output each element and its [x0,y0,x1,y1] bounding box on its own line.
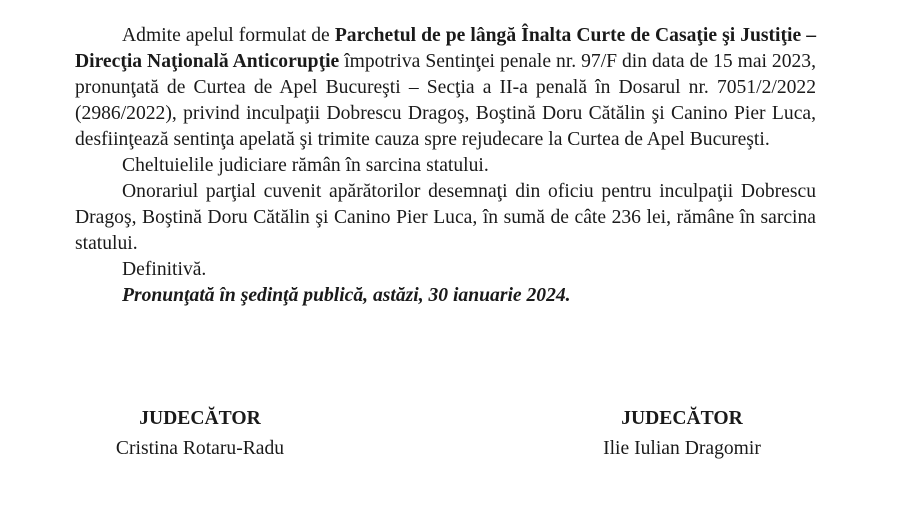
signature-block-left [100,404,300,464]
signature-title: JUDECĂTOR [139,408,261,429]
signature-title: JUDECĂTOR [621,408,743,429]
signature-name: Ilie Iulian Dragomir [603,438,761,459]
ruling-paragraph-final: Definitivă. [122,259,207,280]
ruling-paragraph-appeal [75,23,816,153]
signature-block-right [582,404,782,464]
ruling-paragraph-costs: Cheltuielile judiciare rămân în sarcina statului. [122,155,489,176]
prosecutor-office-name: Parchetul de pe lângă Înalta Curte de Casaţie şi Justiţie – Direcţia Naţională Anticorupţie [75,25,816,72]
ruling-paragraph-fees: Onorariul parţial cuvenit apărătorilor desemnaţi din oficiu pentru inculpaţii Dobrescu Dragoş, Boştină Doru Cătălin şi Canino Pier Luca, în sumă de câte 236 lei, rămâne în sarcina statului. [75,181,816,254]
appeal-intro-text: Admite apelul formulat de [122,25,335,46]
ruling-document [75,23,816,309]
signature-name: Cristina Rotaru-Radu [115,438,285,459]
ruling-paragraph-pronounced: Pronunţată în şedinţă publică, astăzi, 30 ianuarie 2024. [122,285,571,306]
appeal-details-text: împotriva Sentinţei penale nr. 97/F din data de 15 mai 2023, pronunţată de Curtea de Apel Bucureşti – Secţia a II-a penală în Dosarul nr. 7051/2/2022 (2986/2022), privind inculpaţii Dobrescu Dragoş, Boştină Doru Cătălin şi Canino Pier Luca, desfiinţează sentinţa apelată şi trimite cauza spre rejudecare la Curtea de Apel Bucureşti. [75,51,816,150]
